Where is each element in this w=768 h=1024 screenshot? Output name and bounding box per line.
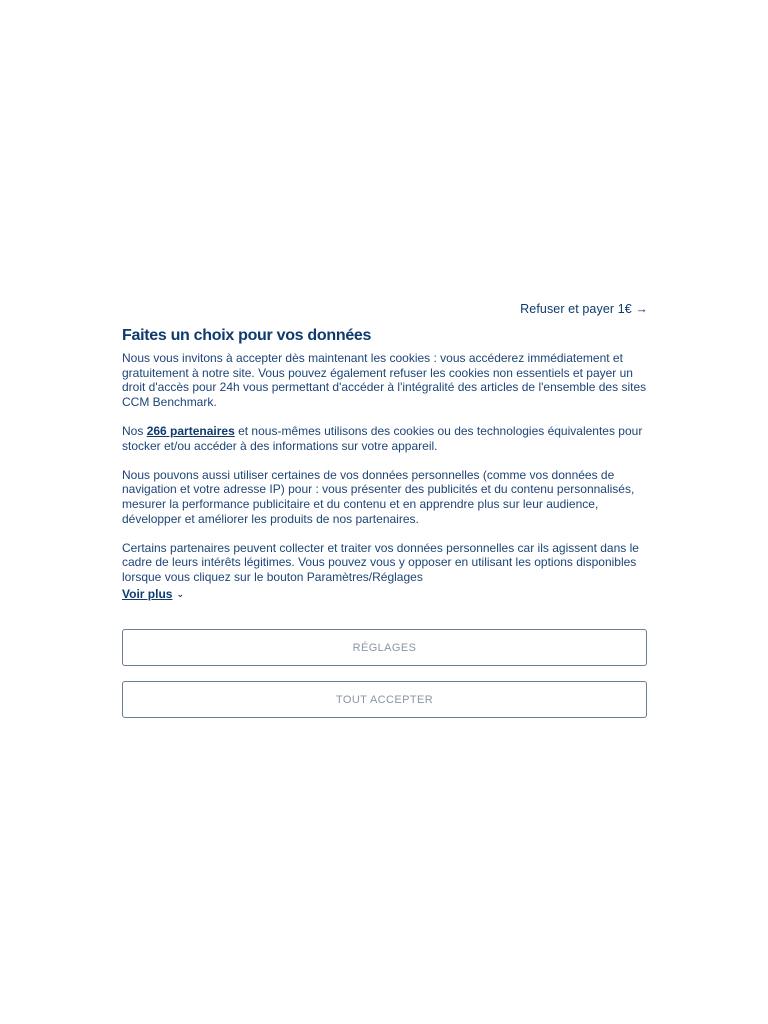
consent-paragraph-partners: [122, 424, 648, 453]
voir-plus-link[interactable]: [122, 587, 184, 601]
settings-button[interactable]: RÉGLAGES: [122, 629, 647, 666]
consent-paragraph-legitimate-interest: Certains partenaires peuvent collecter et traiter vos données personnelles car ils agissent dans le cadre de leurs intérêts légitimes. Vous pouvez vous y opposer en utilisant les options disponibles lorsque vous cliquez sur le bouton Paramètres/Réglages: [122, 540, 639, 584]
partners-link[interactable]: 266 partenaires: [146, 423, 235, 438]
refuse-and-pay-link[interactable]: Refuser et payer 1€ →: [520, 302, 648, 316]
partners-suffix: et nous-mêmes utilisons des cookies ou des technologies équivalentes pour stocker et/ou accéder à des informations sur votre appareil.: [122, 423, 643, 453]
accept-all-button[interactable]: TOUT ACCEPTER: [122, 681, 647, 718]
refuse-row: [122, 300, 648, 318]
cookie-consent-panel: [122, 300, 648, 718]
consent-title: Faites un choix pour vos données: [122, 327, 372, 344]
consent-paragraph-data-usage: Nous pouvons aussi utiliser certaines de vos données personnelles (comme vos données de navigation et votre adresse IP) pour : vous présenter des publicités et du contenu personnalisés, mesurer la performance publicitaire et du contenu et en apprendre plus sur leur audience, développer et améliorer les produits de nos partenaires.: [122, 467, 635, 526]
consent-paragraph-intro: Nous vous invitons à accepter dès maintenant les cookies : vous accéderez immédiatement et gratuitement à notre site. Vous pouvez également refuser les cookies non essentiels et payer un droit d'accès pour 24h vous permettant d'accéder à l'intégralité des articles de l'ensemble des sites CCM Benchmark.: [122, 351, 647, 409]
chevron-down-icon: ⌄: [176, 588, 184, 599]
partners-prefix: Nos: [122, 423, 147, 438]
voir-plus-label: Voir plus: [122, 586, 173, 601]
